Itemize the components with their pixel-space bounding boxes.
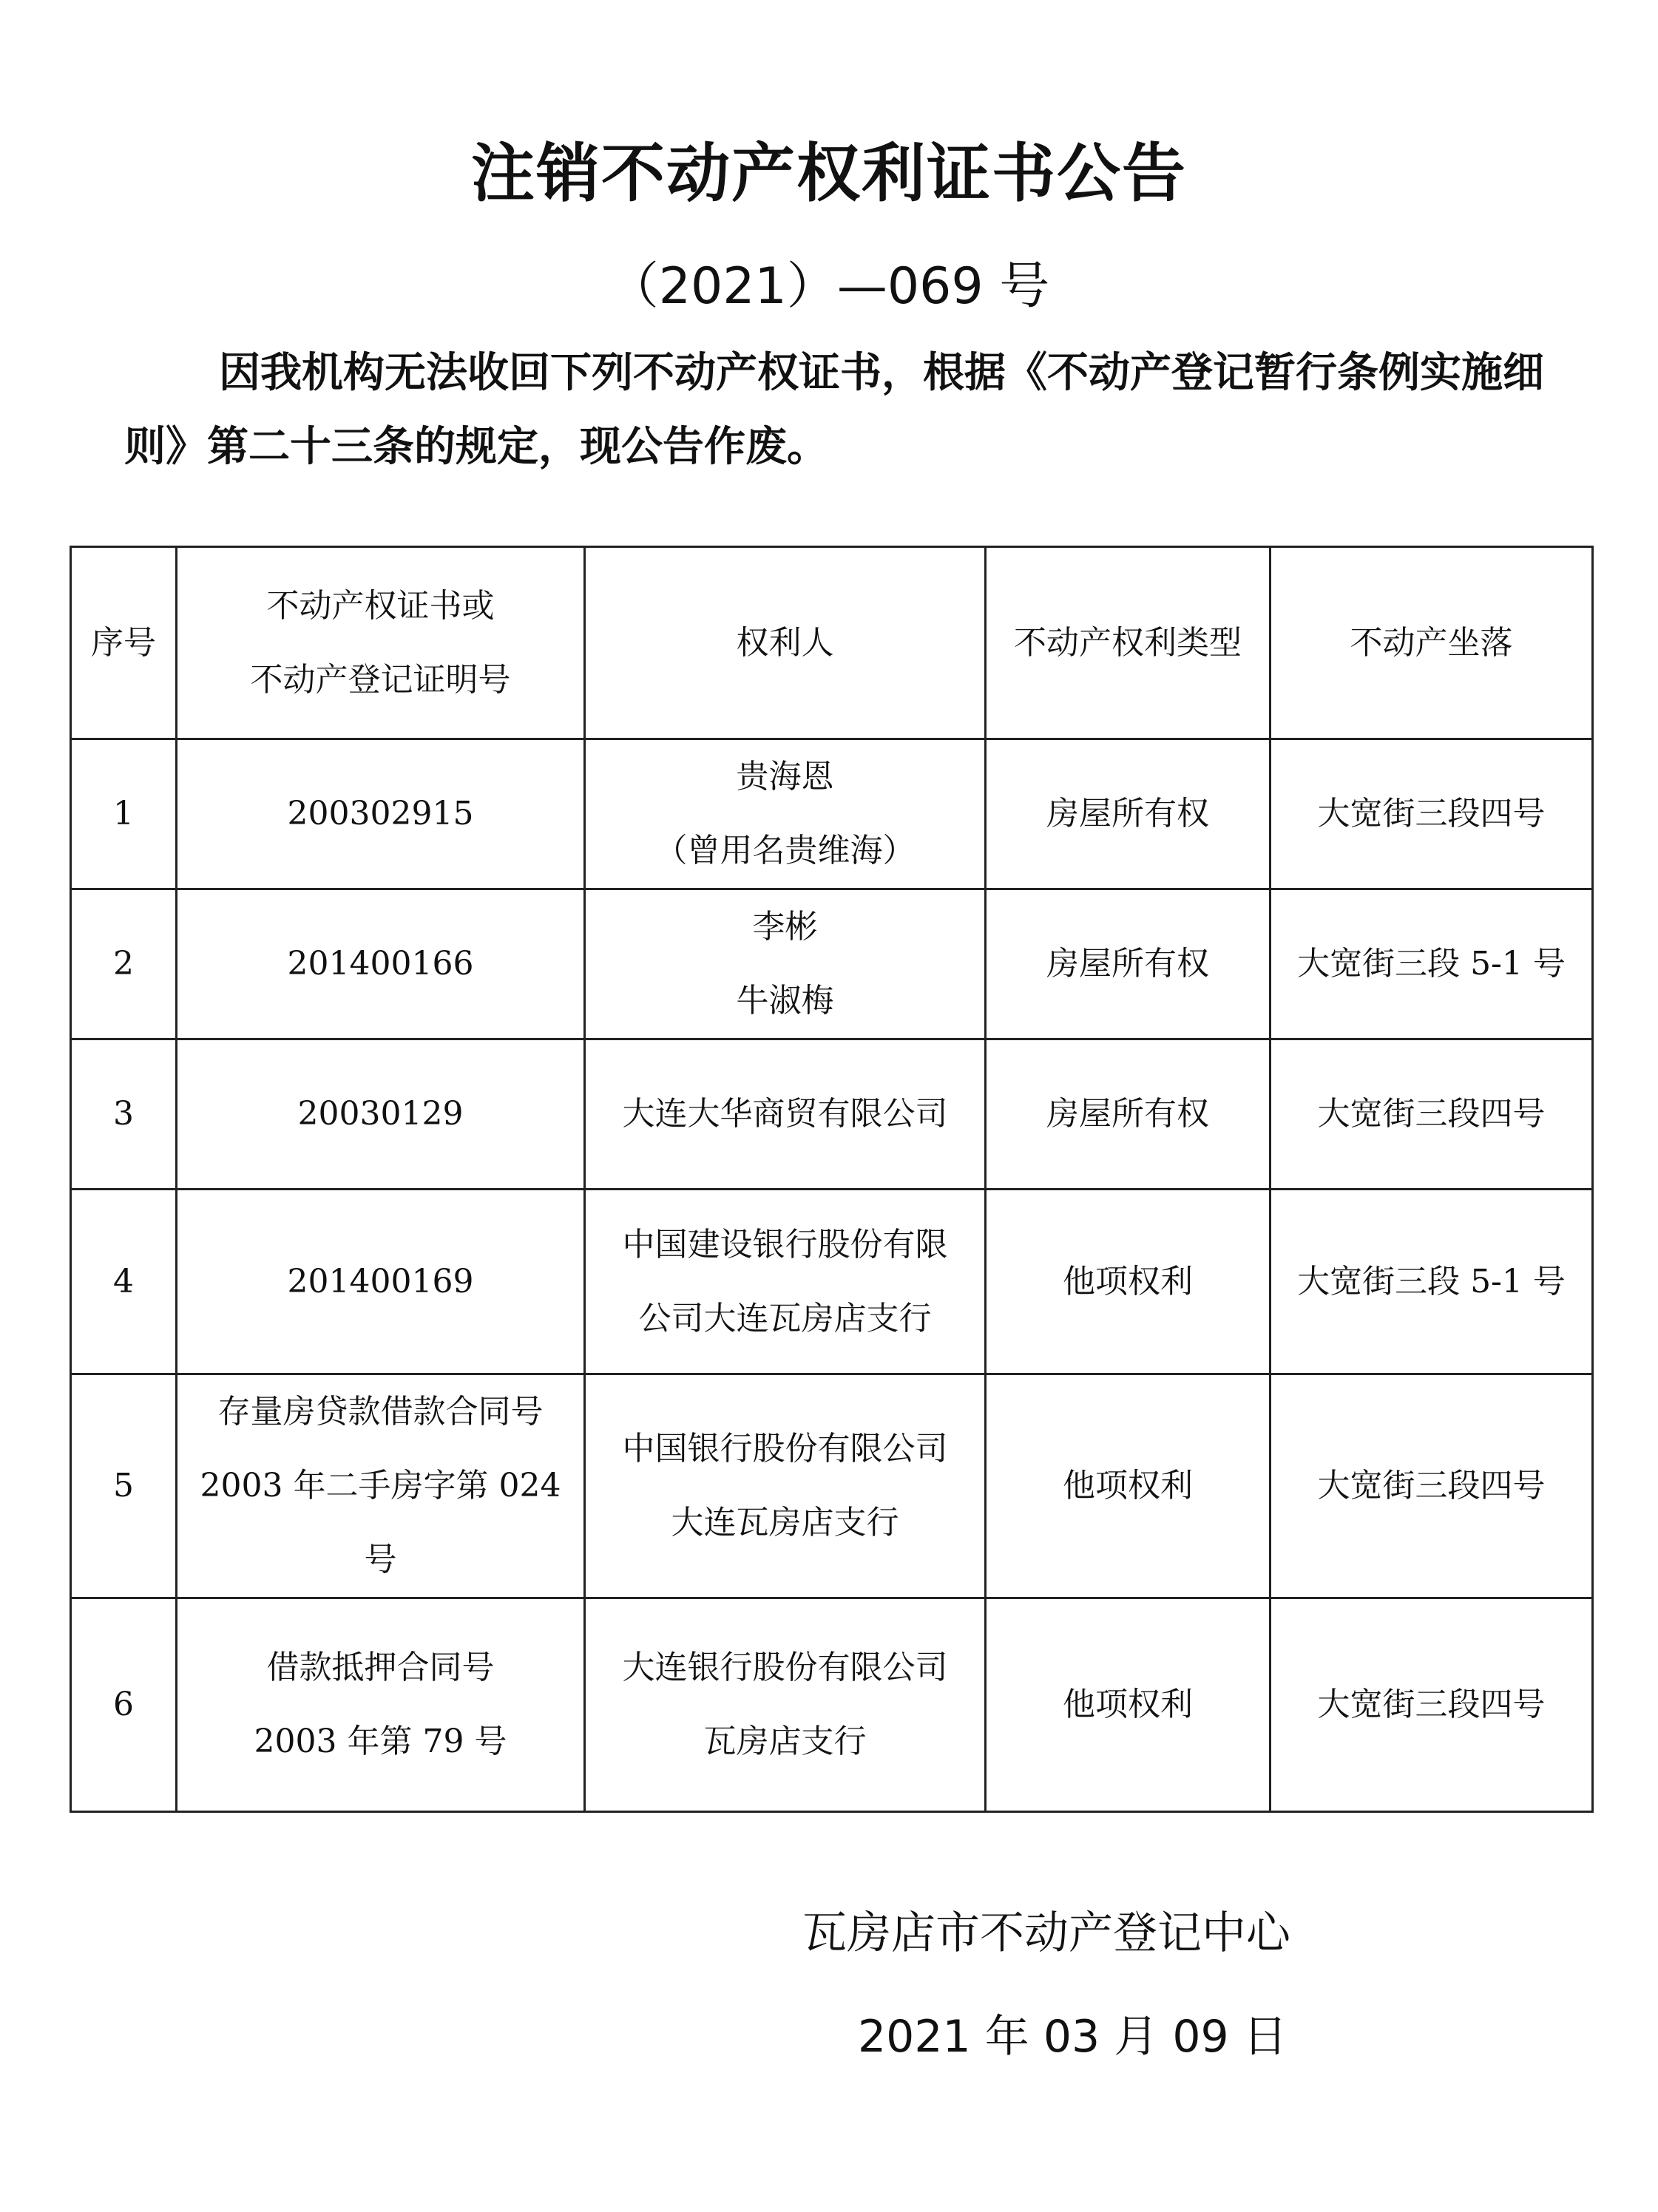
certificate-table xyxy=(70,546,1594,1813)
row-holder-line2: 大连瓦房店支行 xyxy=(671,1504,899,1541)
table-header-row xyxy=(71,547,1593,739)
row-cert-number: 200302915 xyxy=(177,739,585,889)
table-row xyxy=(71,739,1593,889)
row-location: 大宽街三段四号 xyxy=(1270,1039,1593,1190)
row-holder-line1: 贵海恩 xyxy=(736,758,834,795)
table-row xyxy=(71,1598,1593,1812)
row-right-type: 房屋所有权 xyxy=(986,1039,1270,1190)
row-holder xyxy=(585,889,986,1039)
row-cert-line1: 存量房贷款借款合同号 xyxy=(217,1393,544,1431)
row-cert-number xyxy=(177,1598,585,1812)
row-location: 大宽街三段 5-1 号 xyxy=(1270,889,1593,1039)
row-location: 大宽街三段四号 xyxy=(1270,1374,1593,1598)
row-holder xyxy=(585,1190,986,1374)
row-cert-number: 201400169 xyxy=(177,1190,585,1374)
row-right-type: 房屋所有权 xyxy=(986,739,1270,889)
row-right-type: 他项权利 xyxy=(986,1190,1270,1374)
row-holder xyxy=(585,1598,986,1812)
table-row xyxy=(71,1190,1593,1374)
row-holder xyxy=(585,1374,986,1598)
row-holder-line1: 中国银行股份有限公司 xyxy=(622,1430,948,1468)
table-row xyxy=(71,889,1593,1039)
table-row xyxy=(71,1039,1593,1190)
row-holder-line2: 公司大连瓦房店支行 xyxy=(638,1299,932,1337)
row-cert-number xyxy=(177,1374,585,1598)
row-location: 大宽街三段 5-1 号 xyxy=(1270,1190,1593,1374)
row-seq: 3 xyxy=(71,1039,177,1190)
header-holder: 权利人 xyxy=(585,547,986,739)
row-holder: 大连大华商贸有限公司 xyxy=(585,1039,986,1190)
row-seq: 4 xyxy=(71,1190,177,1374)
header-seq: 序号 xyxy=(71,547,177,739)
intro-paragraph: 因我机构无法收回下列不动产权证书，根据《不动产登记暂行条例实施细则》第二十三条的规定，现公告作废。 xyxy=(124,349,1544,471)
document-title: 注销不动产权利证书公告 xyxy=(471,137,1187,211)
row-cert-line1: 借款抵押合同号 xyxy=(266,1649,495,1686)
row-right-type: 房屋所有权 xyxy=(986,889,1270,1039)
row-holder-line1: 中国建设银行股份有限 xyxy=(622,1225,948,1263)
row-right-type: 他项权利 xyxy=(986,1374,1270,1598)
row-location: 大宽街三段四号 xyxy=(1270,1598,1593,1812)
row-seq: 6 xyxy=(71,1598,177,1812)
document-number: （2021）—069 号 xyxy=(608,257,1050,316)
header-cert-line1: 不动产权证书或 xyxy=(266,586,495,625)
row-seq: 1 xyxy=(71,739,177,889)
row-holder-line2: （曾用名贵维海） xyxy=(654,832,916,869)
row-cert-line2: 2003 年第 79 号 xyxy=(254,1723,507,1760)
header-location: 不动产坐落 xyxy=(1270,547,1593,739)
header-cert-number xyxy=(177,547,585,739)
row-holder xyxy=(585,739,986,889)
table-row xyxy=(71,1374,1593,1598)
row-location: 大宽街三段四号 xyxy=(1270,739,1593,889)
row-holder-line2: 牛淑梅 xyxy=(736,982,834,1020)
header-cert-line2: 不动产登记证明号 xyxy=(250,660,511,699)
row-holder-line1: 李彬 xyxy=(752,908,818,946)
row-cert-number: 20030129 xyxy=(177,1039,585,1190)
row-holder-line1: 大连银行股份有限公司 xyxy=(622,1649,948,1686)
row-cert-line2: 2003 年二手房字第 024 号 xyxy=(200,1467,561,1578)
row-seq: 2 xyxy=(71,889,177,1039)
row-holder-line2: 瓦房店支行 xyxy=(703,1723,867,1760)
issue-date: 2021 年 03 月 09 日 xyxy=(858,2011,1288,2063)
row-seq: 5 xyxy=(71,1374,177,1598)
row-cert-number: 201400166 xyxy=(177,889,585,1039)
header-right-type: 不动产权利类型 xyxy=(986,547,1270,739)
row-right-type: 他项权利 xyxy=(986,1598,1270,1812)
issuing-authority: 瓦房店市不动产登记中心 xyxy=(802,1907,1290,1959)
